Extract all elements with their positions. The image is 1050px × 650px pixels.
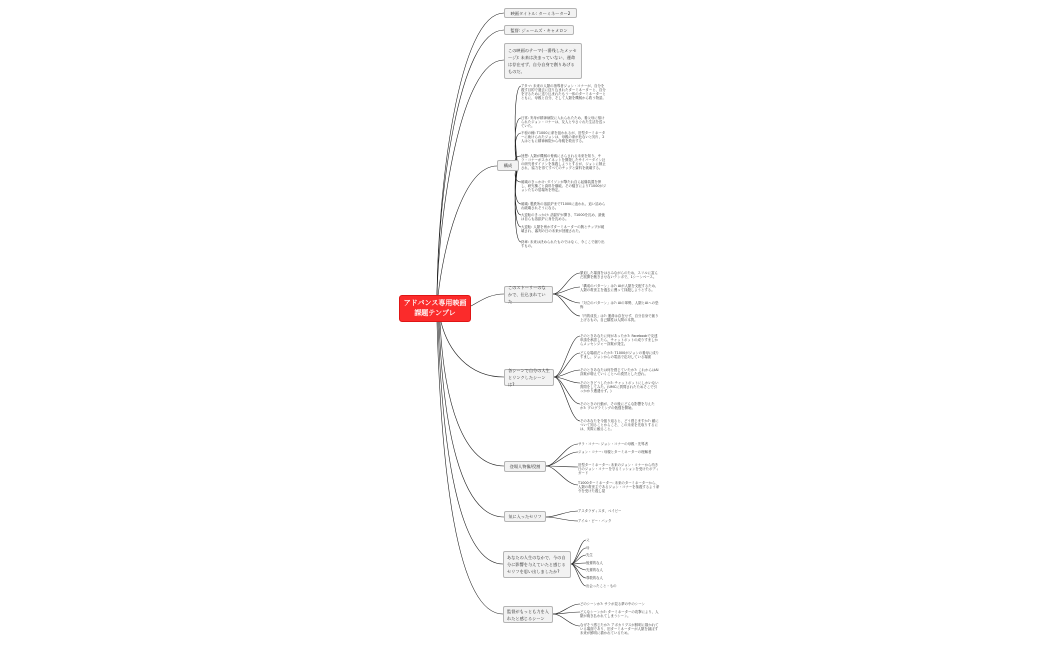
branch-director[interactable]: 監督: ジェームズ・キャメロン: [504, 25, 574, 35]
favorite-line-2[interactable]: アイル・ビー・バック: [578, 519, 612, 523]
linked-feeling[interactable]: そのときあなたは何を感じていたか?: これからはAI詐欺が増えていくことへの漠然とした恐れ。: [580, 368, 659, 376]
branch-theme[interactable]: この映画のテーマ(一番残したメッセージ): 未来は決まっていない、運命は存在せず、自分自身で創りあげるものだ。: [504, 43, 582, 79]
device-conflict-pattern[interactable]: 「対立のパターン」は?: AIの軍勢、人類とAIへの恐怖: [580, 301, 659, 309]
branch-movie-title[interactable]: 映画タイトル: ターミネーター2: [504, 8, 577, 18]
character-old-terminator[interactable]: 旧型ターミネーター: 未来のジョン・コナーから幼き日のジョン・コナーを守るミッションを受けたボディガード: [578, 463, 659, 475]
linked-what-happened[interactable]: そのときあなたに何があったか?: Facebookで友達申請を承認したら、チャットボットの成りすましからメッセンジャー詐欺が発生。: [580, 334, 658, 346]
best-scene-what[interactable]: どんなシーンか?: ターミネーターの攻撃により、人類が焼き払われてしまうシーン。: [580, 610, 659, 618]
structure-item-unease[interactable]: 不穏の種: T1000に命を狙われるが、旧型ターミネーターに助けられたジョンは、母親の命が危ないと知り、2人はともに精神病院から母親を救出する。: [521, 131, 606, 143]
branch-characters[interactable]: 登場人物像/役割: [504, 461, 546, 472]
branch-life-quotes[interactable]: あなたの人生のなかで、今の自分に影響を与えていたと感じるセリフを思い出しましたか?: [503, 551, 571, 578]
branch-favorite-lines[interactable]: 気に入ったセリフ: [504, 511, 546, 522]
structure-item-reversal[interactable]: 大逆転: 人類を脅かすターミネーターの腕とチップが破壊され、審判の日の未来が回避された。: [521, 225, 605, 233]
life-quote-respected[interactable]: 尊敬的な人: [586, 576, 603, 580]
structure-item-daily[interactable]: 日常: 実母が精神病院に入れられたため、養父母に預けられたジョン・コナーは、友人とやさぐれた生活を送っていた。: [521, 116, 606, 128]
device-structure-pattern[interactable]: 「構成のパターン」は?: AIが人類を支配するため、人類の救世主を過去に遡って抹殺しようとする。: [580, 284, 659, 292]
structure-item-ending[interactable]: 終章: 未来は決められたものではなく、今ここで創り出すもの。: [521, 240, 605, 248]
favorite-line-1[interactable]: アスタラヴィスタ、ベイビー: [578, 509, 622, 513]
life-quote-encounter[interactable]: 出会ったこと・もの: [586, 584, 617, 588]
life-quote-father[interactable]: 父: [586, 538, 590, 542]
life-quote-senior[interactable]: 先輩的な人: [586, 568, 603, 572]
branch-directors-best-scene[interactable]: 監督がもっとも力を入れたと感じるシーン: [503, 606, 553, 623]
life-quote-junior[interactable]: 後輩的な人: [586, 561, 603, 565]
device-tempo[interactable]: 緊迫した場面をはさみながらのため、スリルに富んだ展開を飽きさせないテンポで、1シーンペース。: [580, 271, 658, 279]
device-inner-growth[interactable]: 「内的成長」は?: 運命は存在せず、自分自身で創り上げるもの。自己犠牲は人間の本質。: [580, 314, 659, 322]
life-quote-mother[interactable]: 母: [586, 546, 590, 550]
branch-structure[interactable]: 構成: [497, 160, 519, 171]
character-t1000[interactable]: T1000ターミネーター: 未来のターミネーターから、人類の救世主であるジョン・コナーを抹殺するよう命令を受けた殺し屋: [578, 481, 660, 493]
linked-action[interactable]: そのときどうしたか?: チャットボットにしかいない質問をしてみた。(UMCに質問されたためそこで引っかかり遭遇せず。): [580, 381, 659, 393]
root-node[interactable]: アドバンス専用映画課題テンプレ: [399, 295, 471, 322]
branch-story-devices[interactable]: このストーリーのなかで、仕込まれていた: [504, 286, 553, 303]
structure-item-opening[interactable]: アタマ: 未来の人類の指導者ジョン・コナーが、自分を殺す目的で過去に送り込まれたターミネーターと、自分を守るために送り込まれたもう一体のターミネーターとともに、母親と自分、そして人類を機械から救う物語。: [521, 84, 606, 100]
structure-item-destruction[interactable]: 破壊: 製鉄所の溶鉱炉までT1000に追われ、追い詰められ破壊されそうになる。: [521, 202, 606, 210]
character-john[interactable]: ジョン・コナー: 母親とターミネーターの理解者: [578, 450, 652, 454]
structure-item-turn-trigger[interactable]: 大逆転のきっかけ: 溶鉱炉が開き、T1000を沈め、最後は自らも溶鉱炉に身を沈める。: [521, 213, 605, 221]
best-scene-why[interactable]: なぜそう感じたか?: アポカリプスが鮮明に描かれている場面であり、旧ターミネーターが人類を滅ぼす未来が鮮明に描かれているため。: [580, 623, 659, 635]
linked-influence[interactable]: そのときの行動が、その後にどんな影響を与えたか?: プログラミングの勉強を開始。: [580, 402, 655, 410]
character-sara[interactable]: サラ・コナー: ジョン・コナーの母親・先導者: [578, 442, 648, 446]
structure-item-trigger[interactable]: 破壊のきっかけ: ダイソンが撃たれ自ら起爆装置を押し、研究棟ごと資料を爆破。その騒ぎによりT1000がジョンたちの居場所を特定。: [521, 180, 607, 192]
linked-reflection[interactable]: そのあなたを今振り返ると、どう感じますか?: 敵について知ることからこそ、この未来を先取りするには、実際に触ること。: [580, 419, 659, 431]
linked-which-scene[interactable]: どんな場面だったか?: T1000がジョンの養母に成りすまし、ジョンからの電話で応対している場面: [580, 351, 660, 359]
branch-linked-scenes[interactable]: 各シーンで自分の人生とリンクしたシーンは?: [504, 369, 554, 386]
life-quote-teacher[interactable]: 先生: [586, 553, 593, 557]
structure-item-flashback[interactable]: 回想: 人類が機械の脅威にさらされる未来を知り、サラ・コナーがスカイネットを開発したサイバーダイン社の研究者ダイソンを抹殺しようとするが、ジョンに制止され、協力を得てすべてのチップと資料を破壊する。: [521, 154, 606, 170]
best-scene-which[interactable]: どのシーンか?: サラが見る夢の中のシーン: [580, 602, 645, 606]
